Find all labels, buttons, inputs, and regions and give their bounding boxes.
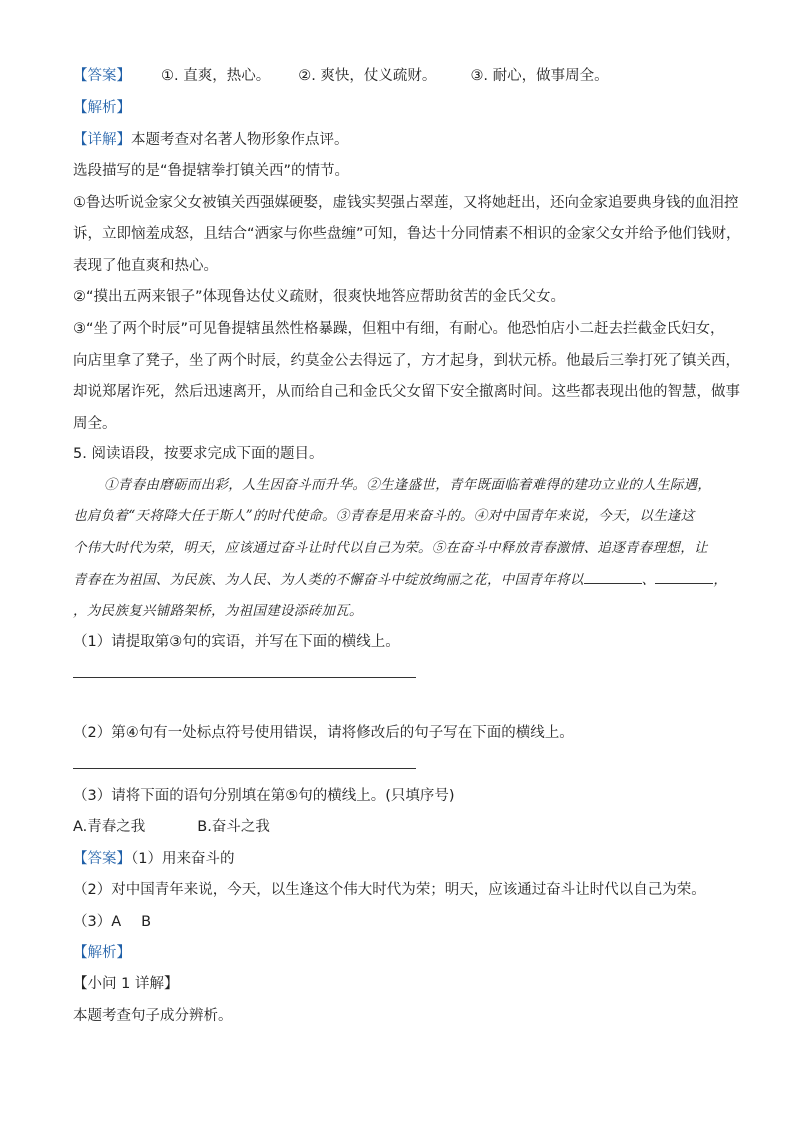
- passage-line-1: ①青春由磨砺而出彩，人生因奋斗而升华。②生逢盛世，青年既面临着难得的建功立业的人生际遇，: [104, 477, 712, 493]
- answer-rule-2[interactable]: [73, 768, 416, 769]
- detail-text: 本题考查对名著人物形象作点评。: [131, 132, 349, 148]
- answer-line-1: [73, 66, 609, 86]
- passage-line-3: 个伟大时代为荣，明天，应该通过奋斗让时代以自己为荣。⑤在奋斗中释放青春激情、追逐青春理想，让: [73, 540, 708, 556]
- options-line: [73, 817, 270, 837]
- sub-question-1: （1）请提取第③句的宾语，并写在下面的横线上。: [73, 634, 400, 650]
- fill-blank-2[interactable]: [655, 569, 713, 584]
- detail-tag: 【详解】: [73, 132, 131, 148]
- analysis-2-tag: 【解析】: [73, 945, 131, 961]
- detail-line: [73, 130, 349, 150]
- answer-2-item-3-b: B: [141, 914, 152, 930]
- passage-line-4: [73, 569, 727, 590]
- answer-item-3: ③. 耐心，做事周全。: [470, 68, 609, 84]
- point-2: ②“摸出五两来银子”体现鲁达仗义疏财，很爽快地答应帮助贫苦的金氏父女。: [73, 289, 566, 305]
- passage-separator: 、: [641, 572, 656, 588]
- point-3-line-4: 周全。: [73, 416, 117, 432]
- answer-rule-1[interactable]: [73, 677, 416, 678]
- answer-2-item-2: （2）对中国青年来说，今天，以生逢这个伟大时代为荣；明天，应该通过奋斗让时代以自己为荣。: [73, 882, 706, 898]
- passage-line-4-text: 青春在为祖国、为民族、为人民、为人类的不懈奋斗中绽放绚丽之花，中国青年将以: [73, 572, 584, 588]
- sub-question-2: （2）第④句有一处标点符号使用错误，请将修改后的句子写在下面的横线上。: [73, 725, 574, 741]
- option-a: A.青春之我: [73, 819, 146, 835]
- answer-2-line-3: [73, 912, 151, 932]
- answer-tag: 【答案】: [73, 68, 131, 84]
- point-1-line-3: 表现了他直爽和热心。: [73, 258, 218, 274]
- closing-line: 本题考查句子成分辨析。: [73, 1008, 233, 1024]
- point-3-line-3: 却说郑屠诈死，然后迅速离开，从而给自己和金氏父女留下安全撤离时间。这些都表现出他的智慧，做事: [73, 384, 740, 400]
- answer-2-line-1: [73, 849, 234, 869]
- passage-end-mark: ，: [713, 572, 728, 588]
- question-5-title: 5. 阅读语段，按要求完成下面的题目。: [73, 446, 324, 462]
- answer-item-2: ②. 爽快，仗义疏财。: [298, 68, 437, 84]
- answer-2-tag: 【答案】: [73, 851, 131, 867]
- answer-2-item-1: （1）用来奋斗的: [131, 851, 235, 867]
- intro-paragraph: 选段描写的是“鲁提辖拳打镇关西”的情节。: [73, 163, 350, 179]
- point-3-line-1: ③“坐了两个时辰”可见鲁提辖虽然性格暴躁，但粗中有细，有耐心。他恐怕店小二赶去拦截金氏妇女，: [73, 321, 725, 337]
- analysis-tag: 【解析】: [73, 100, 131, 116]
- point-1-line-1: ①鲁达听说金家父女被镇关西强媒硬娶，虚钱实契强占翠莲，又将她赶出，还向金家追要典身钱的血泪控: [73, 195, 739, 211]
- passage-line-2: 也肩负着“天将降大任于斯人”的时代使命。③青春是用来奋斗的。④对中国青年来说，今天，以生逢这: [73, 508, 695, 524]
- passage-line-5: ，为民族复兴铺路架桥，为祖国建设添砖加瓦。: [73, 603, 363, 619]
- point-1-line-2: 诉，立即恼羞成怒，且结合“洒家与你些盘缠”可知，鲁达十分同情素不相识的金家父女并给予他们钱财，: [73, 226, 741, 242]
- small-question-1-detail: 【小问 1 详解】: [73, 976, 179, 992]
- answer-item-1: ①. 直爽，热心。: [161, 68, 271, 84]
- answer-2-item-3: （3）A: [73, 914, 122, 930]
- option-b: B.奋斗之我: [197, 819, 270, 835]
- fill-blank-1[interactable]: [584, 569, 642, 584]
- sub-question-3: （3）请将下面的语句分别填在第⑤句的横线上。(只填序号): [73, 788, 455, 804]
- point-3-line-2: 向店里拿了凳子，坐了两个时辰，约莫金公去得远了，方才起身，到状元桥。他最后三拳打死了镇关西，: [73, 353, 740, 369]
